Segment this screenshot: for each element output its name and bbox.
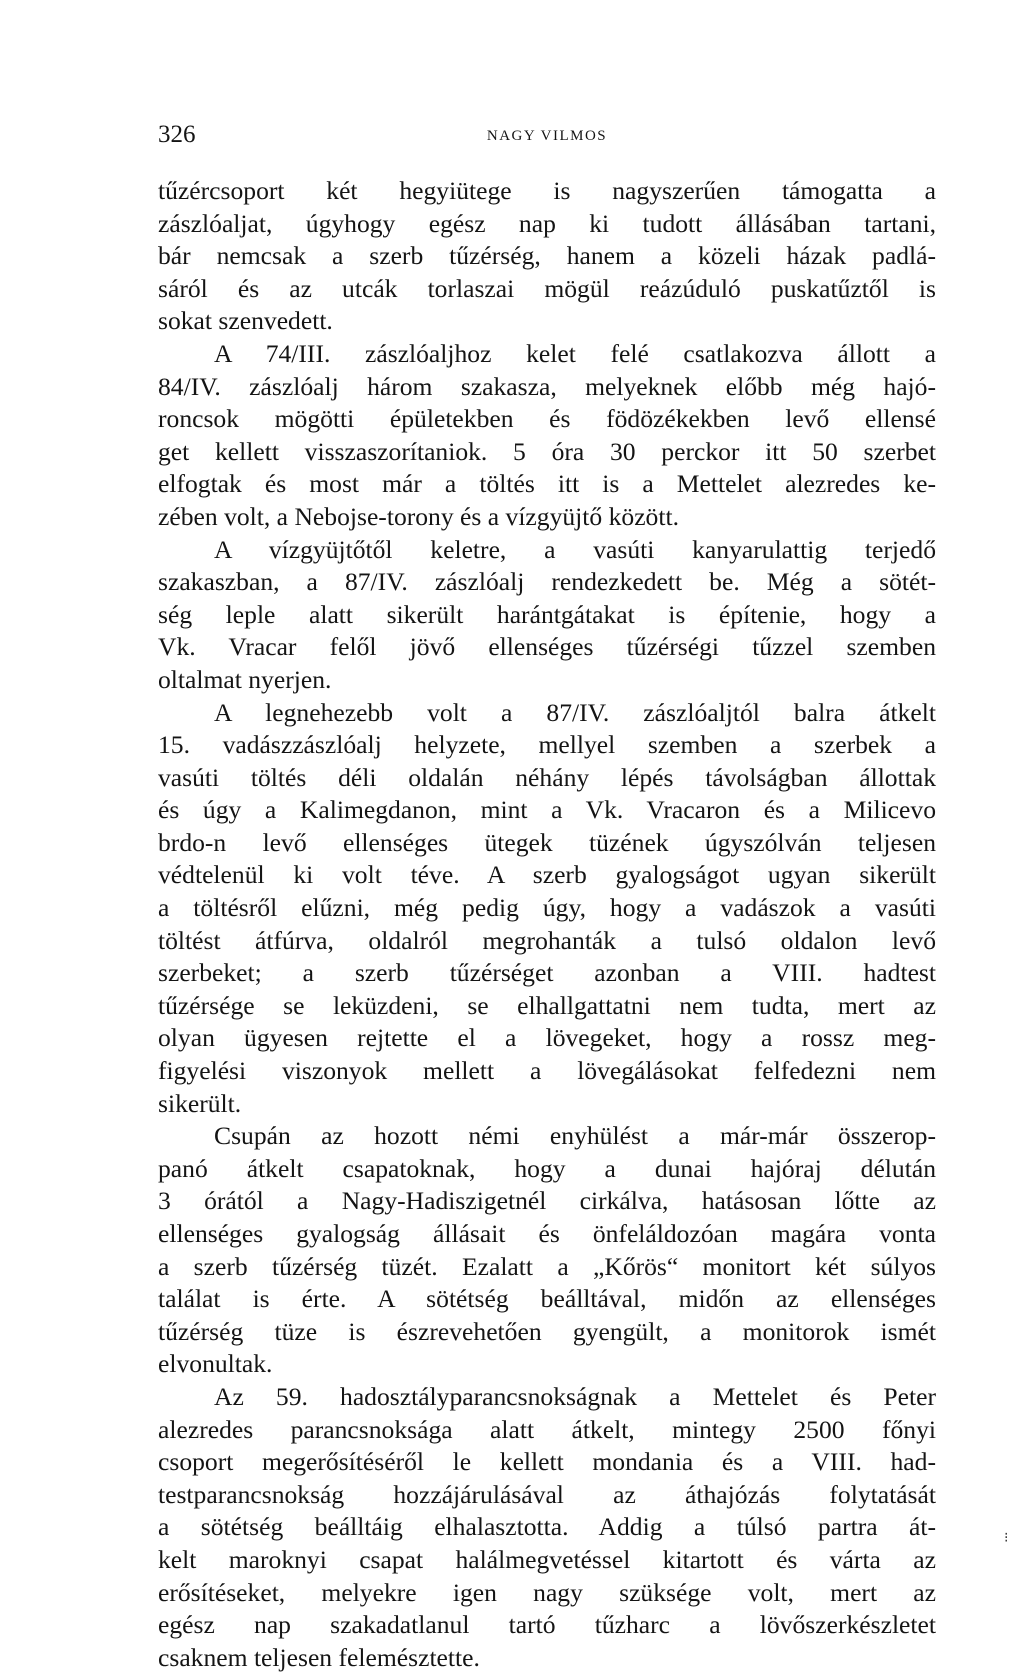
text-line: kelt maroknyi csapat halálmegvetéssel kitartott és várta az [158,1544,936,1574]
text-line: szerbeket; a szerb tűzérséget azonban a VIII. hadtest [158,958,936,988]
text-line: brdo-n levő ellenséges ütegek tüzének úgyszólván teljesen [158,827,936,857]
text-line: 3 órától a Nagy-Hadiszigetnél cirkálva, hatásosan lőtte az [158,1186,936,1216]
text-line: sikerült. [158,1088,242,1118]
text-line: roncsok mögötti épületekben és födözékekben levő ellensé [158,404,936,434]
running-head: NAGY VILMOS [486,128,608,144]
body-text [158,175,936,1674]
text-line: 84/IV. zászlóalj három szakasza, melyeknek előbb még hajó- [158,371,936,401]
text-line: találat is érte. A sötétség beálltával, midőn az ellenséges [158,1284,936,1314]
text-line: és úgy a Kalimegdanon, mint a Vk. Vracaron és a Milicevo [158,795,936,825]
text-line: oltalmat nyerjen. [158,664,332,694]
text-line: testparancsnokság hozzájárulásával az áthajózás folytatását [158,1479,936,1509]
text-line: A vízgyüjtőtől keletre, a vasúti kanyarulattig terjedő [214,534,936,564]
text-line: szakaszban, a 87/IV. zászlóalj rendezkedett be. Még a sötét- [158,567,936,597]
text-line: alezredes parancsnoksága alatt átkelt, mintegy 2500 főnyi [158,1414,936,1444]
text-line: zászlóaljat, úgyhogy egész nap ki tudott állásában tartani, [158,208,936,238]
text-line: tűzércsoport két hegyiütege is nagyszerűen támogatta a [158,176,936,205]
text-line: ség leple alatt sikerült harántgátakat is építenie, hogy a [158,599,936,629]
text-line: töltést átfúrva, oldalról megrohanták a tulsó oldalon levő [158,925,936,955]
text-line: zében volt, a Nebojse-torony és a vízgyüjtő között. [158,501,679,531]
text-line: 15. vadászzászlóalj helyzete, mellyel szemben a szerbek a [158,730,936,760]
page-number: 326 [158,121,196,148]
text-line: csoport megerősítéséről le kellett mondania és a VIII. had- [158,1447,936,1477]
text-line: sokat szenvedett. [158,306,333,336]
text-line: egész nap szakadatlanul tartó tűzharc a lövőszerkészletet [158,1610,936,1640]
text-line: panó átkelt csapatoknak, hogy a dunai hajóraj délután [158,1153,936,1183]
text-line: figyelési viszonyok mellett a lövegálásokat felfedezni nem [158,1056,936,1086]
text-line: sáról és az utcák torlaszai mögül reázúduló puskatűztől is [158,273,936,303]
text-line: a töltésről elűzni, még pedig úgy, hogy a vadászok a vasúti [158,893,936,923]
text-line: védtelenül ki volt téve. A szerb gyalogságot ugyan sikerült [158,860,936,890]
text-line: olyan ügyesen rejtette el a lövegeket, hogy a rossz meg- [158,1023,936,1053]
text-line: ellenséges gyalogság állásait és önfeláldozóan magára vonta [158,1219,936,1248]
text-line: erősítéseket, melyekre igen nagy szüksége volt, mert az [158,1577,936,1607]
text-line: A 74/III. zászlóaljhoz kelet felé csatlakozva állott a [214,338,936,368]
text-line: a szerb tűzérség tüzét. Ezalatt a „Kőrös“ monitort két súlyos [158,1251,936,1281]
text-line: vasúti töltés déli oldalán néhány lépés távolságban állottak [158,762,936,792]
text-line: Az 59. hadosztályparancsnokságnak a Mettelet és Peter [214,1381,936,1411]
text-line: A legnehezebb volt a 87/IV. zászlóaljtól balra átkelt [214,697,936,727]
text-line: csaknem teljesen felemésztette. [158,1642,480,1672]
text-line: bár nemcsak a szerb tűzérség, hanem a közeli házak padlá- [158,241,936,271]
text-line: tűzérsége se leküzdeni, se elhallgattatni nem tudta, mert az [158,990,936,1020]
text-line: Vk. Vracar felől jövő ellenséges tűzérségi tűzzel szemben [158,632,936,662]
text-line: elfogtak és most már a töltés itt is a Mettelet alezredes ke- [158,469,936,499]
text-line: get kellett visszaszorítaniok. 5 óra 30 perckor itt 50 szerbet [158,436,936,466]
text-line: tűzérség tüze is észrevehetően gyengült, a monitorok ismét [158,1316,936,1346]
text-line: elvonultak. [158,1349,273,1379]
page-header [158,120,936,150]
text-line: a sötétség beálltáig elhalasztotta. Addig a túlsó partra át- [158,1512,936,1542]
stray-mark: ⁝ [1004,1531,1009,1546]
text-line: Csupán az hozott némi enyhülést a már-már összerop- [214,1121,936,1151]
